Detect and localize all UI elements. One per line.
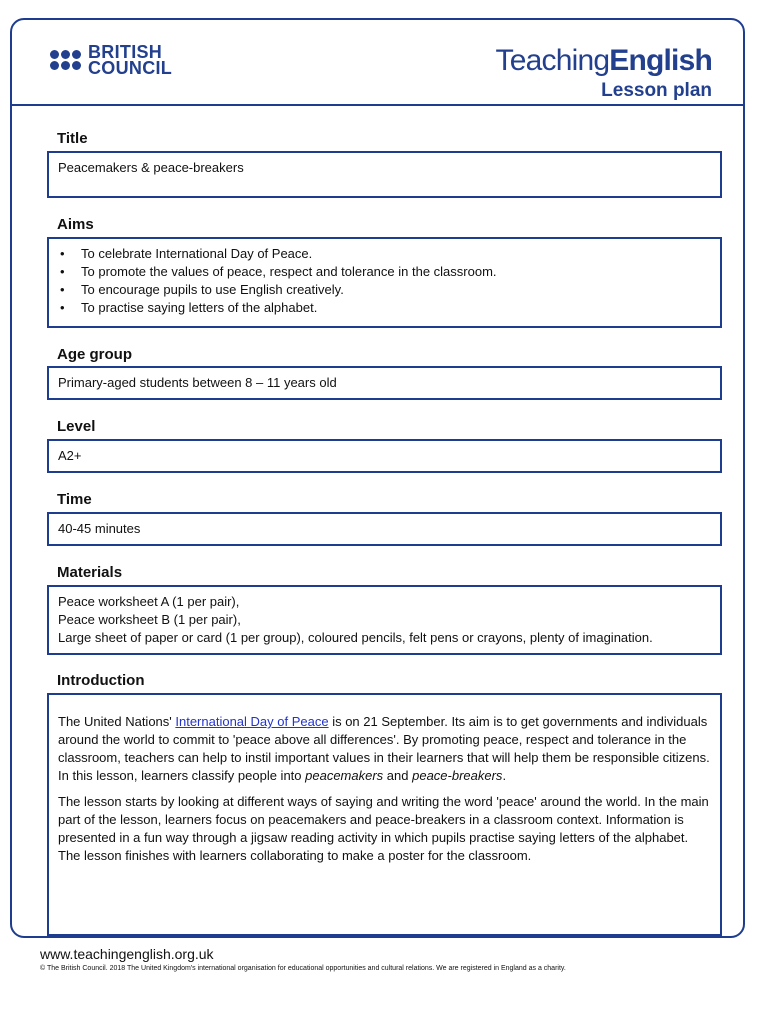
age-group-value: Primary-aged students between 8 – 11 years old <box>58 375 337 390</box>
aim-item: • To celebrate International Day of Peace. <box>58 245 711 263</box>
time-label: Time <box>57 491 92 508</box>
materials-label: Materials <box>57 564 123 581</box>
aims-label: Aims <box>57 216 94 233</box>
lesson-plan-subtitle: Lesson plan <box>601 80 712 101</box>
british-council-wordmark: BRITISH COUNCIL <box>88 42 173 78</box>
introduction-label: Introduction <box>57 672 145 689</box>
introduction-paragraph-1: The United Nations' International Day of Peace is on 21 September. Its aim is to get governments and individuals around the world to commit to 'peace above all differences'. By promoting peace, respect and tolerance in the classroom, teachers can help to instil important values in their learners that will help them be responsible citizens. In this lesson, learners classify people into peacemakers and peace-breakers. <box>58 714 710 783</box>
title-label: Title <box>57 130 88 147</box>
materials-line: Large sheet of paper or card (1 per group), coloured pencils, felt pens or crayons, plenty of imagination. <box>58 630 653 645</box>
title-box <box>47 151 722 198</box>
age-group-box <box>47 366 722 400</box>
level-value: A2+ <box>58 448 82 463</box>
header-divider <box>10 104 745 106</box>
time-box <box>47 512 722 546</box>
introduction-paragraph-2: The lesson starts by looking at different ways of saying and writing the word 'peace' around the world. In the main part of the lesson, learners focus on peacemakers and peace-breakers in a classroom context. Information is presented in a fun way through a jigsaw reading activity in which pupils practise saying letters of the alphabet. The lesson finishes with learners collaborating to make a poster for the classroom. <box>58 794 709 863</box>
aim-item: • To promote the values of peace, respect and tolerance in the classroom. <box>58 263 711 281</box>
aims-box <box>47 237 722 328</box>
teachingenglish-wordmark: TeachingEnglish <box>495 44 712 77</box>
british-council-logo <box>50 44 172 76</box>
introduction-box <box>47 693 722 936</box>
aims-list <box>58 245 711 317</box>
materials-line: Peace worksheet B (1 per pair), <box>58 612 241 627</box>
footer-url[interactable]: www.teachingenglish.org.uk <box>40 946 214 962</box>
age-group-label: Age group <box>57 346 132 363</box>
time-value: 40-45 minutes <box>58 521 141 536</box>
level-box <box>47 439 722 473</box>
day-of-peace-link[interactable]: International Day of Peace <box>175 714 329 729</box>
british-council-dots-icon <box>50 50 81 70</box>
footer-copyright: © The British Council. 2018 The United Kingdom's international organisation for educational opportunities and cultural relations. We are registered in England as a charity. <box>40 965 566 972</box>
aim-item: • To practise saying letters of the alphabet. <box>58 299 711 317</box>
level-label: Level <box>57 418 96 435</box>
materials-box <box>47 585 722 655</box>
aim-item: • To encourage pupils to use English creatively. <box>58 281 711 299</box>
title-value: Peacemakers & peace-breakers <box>58 160 244 175</box>
materials-line: Peace worksheet A (1 per pair), <box>58 594 240 609</box>
